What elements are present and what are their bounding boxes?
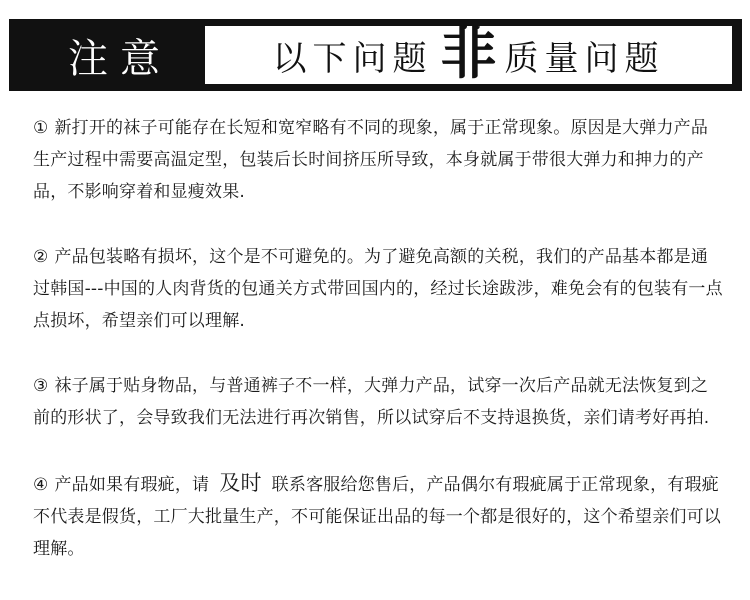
heading-left-text: 以下问题 <box>272 38 433 79</box>
note-text: 产品包装略有损坏，这个是不可避免的。为了避免高额的关税，我们的产品基本都是通过韩国---中国的人肉背货的包通关方式带回国内的，经过长途跋涉，难免会有的包装有一点点损坏，希望亲们可以理解. <box>33 247 723 331</box>
note-number: ② <box>33 247 49 267</box>
not-character: 非 <box>440 22 497 87</box>
note-number: ① <box>33 118 49 138</box>
notice-label: 注意 <box>68 35 172 82</box>
note-item-2 <box>33 241 723 337</box>
heading-right-text: 质量问题 <box>504 38 665 79</box>
notice-banner <box>9 19 742 91</box>
note-item-1 <box>33 112 723 208</box>
note-text-after: 联系客服给您售后，产品偶尔有瑕疵属于正常现象，有瑕疵不代表是假货，工厂大批量生产，不可能保证出品的每一个都是很好的，这个希望亲们可以理解。 <box>33 475 721 559</box>
note-item-4 <box>33 467 723 565</box>
note-number: ④ <box>33 475 49 495</box>
notes-list <box>33 112 723 598</box>
banner-heading <box>205 22 732 87</box>
note-text-before: 产品如果有瑕疵，请 <box>54 475 210 495</box>
note-text: 新打开的袜子可能存在长短和宽窄略有不同的现象，属于正常现象。原因是大弹力产品生产过程中需要高温定型，包装后长时间挤压所导致，本身就属于带很大弹力和抻力的产品，不影响穿着和显瘦效果. <box>33 118 709 202</box>
note-text: 袜子属于贴身物品，与普通裤子不一样，大弹力产品，试穿一次后产品就无法恢复到之前的形状了，会导致我们无法进行再次销售，所以试穿后不支持退换货，亲们请考好再拍. <box>33 376 710 428</box>
note-emphasis: 及时 <box>219 471 262 495</box>
note-item-3 <box>33 370 723 434</box>
note-number: ③ <box>33 376 49 396</box>
